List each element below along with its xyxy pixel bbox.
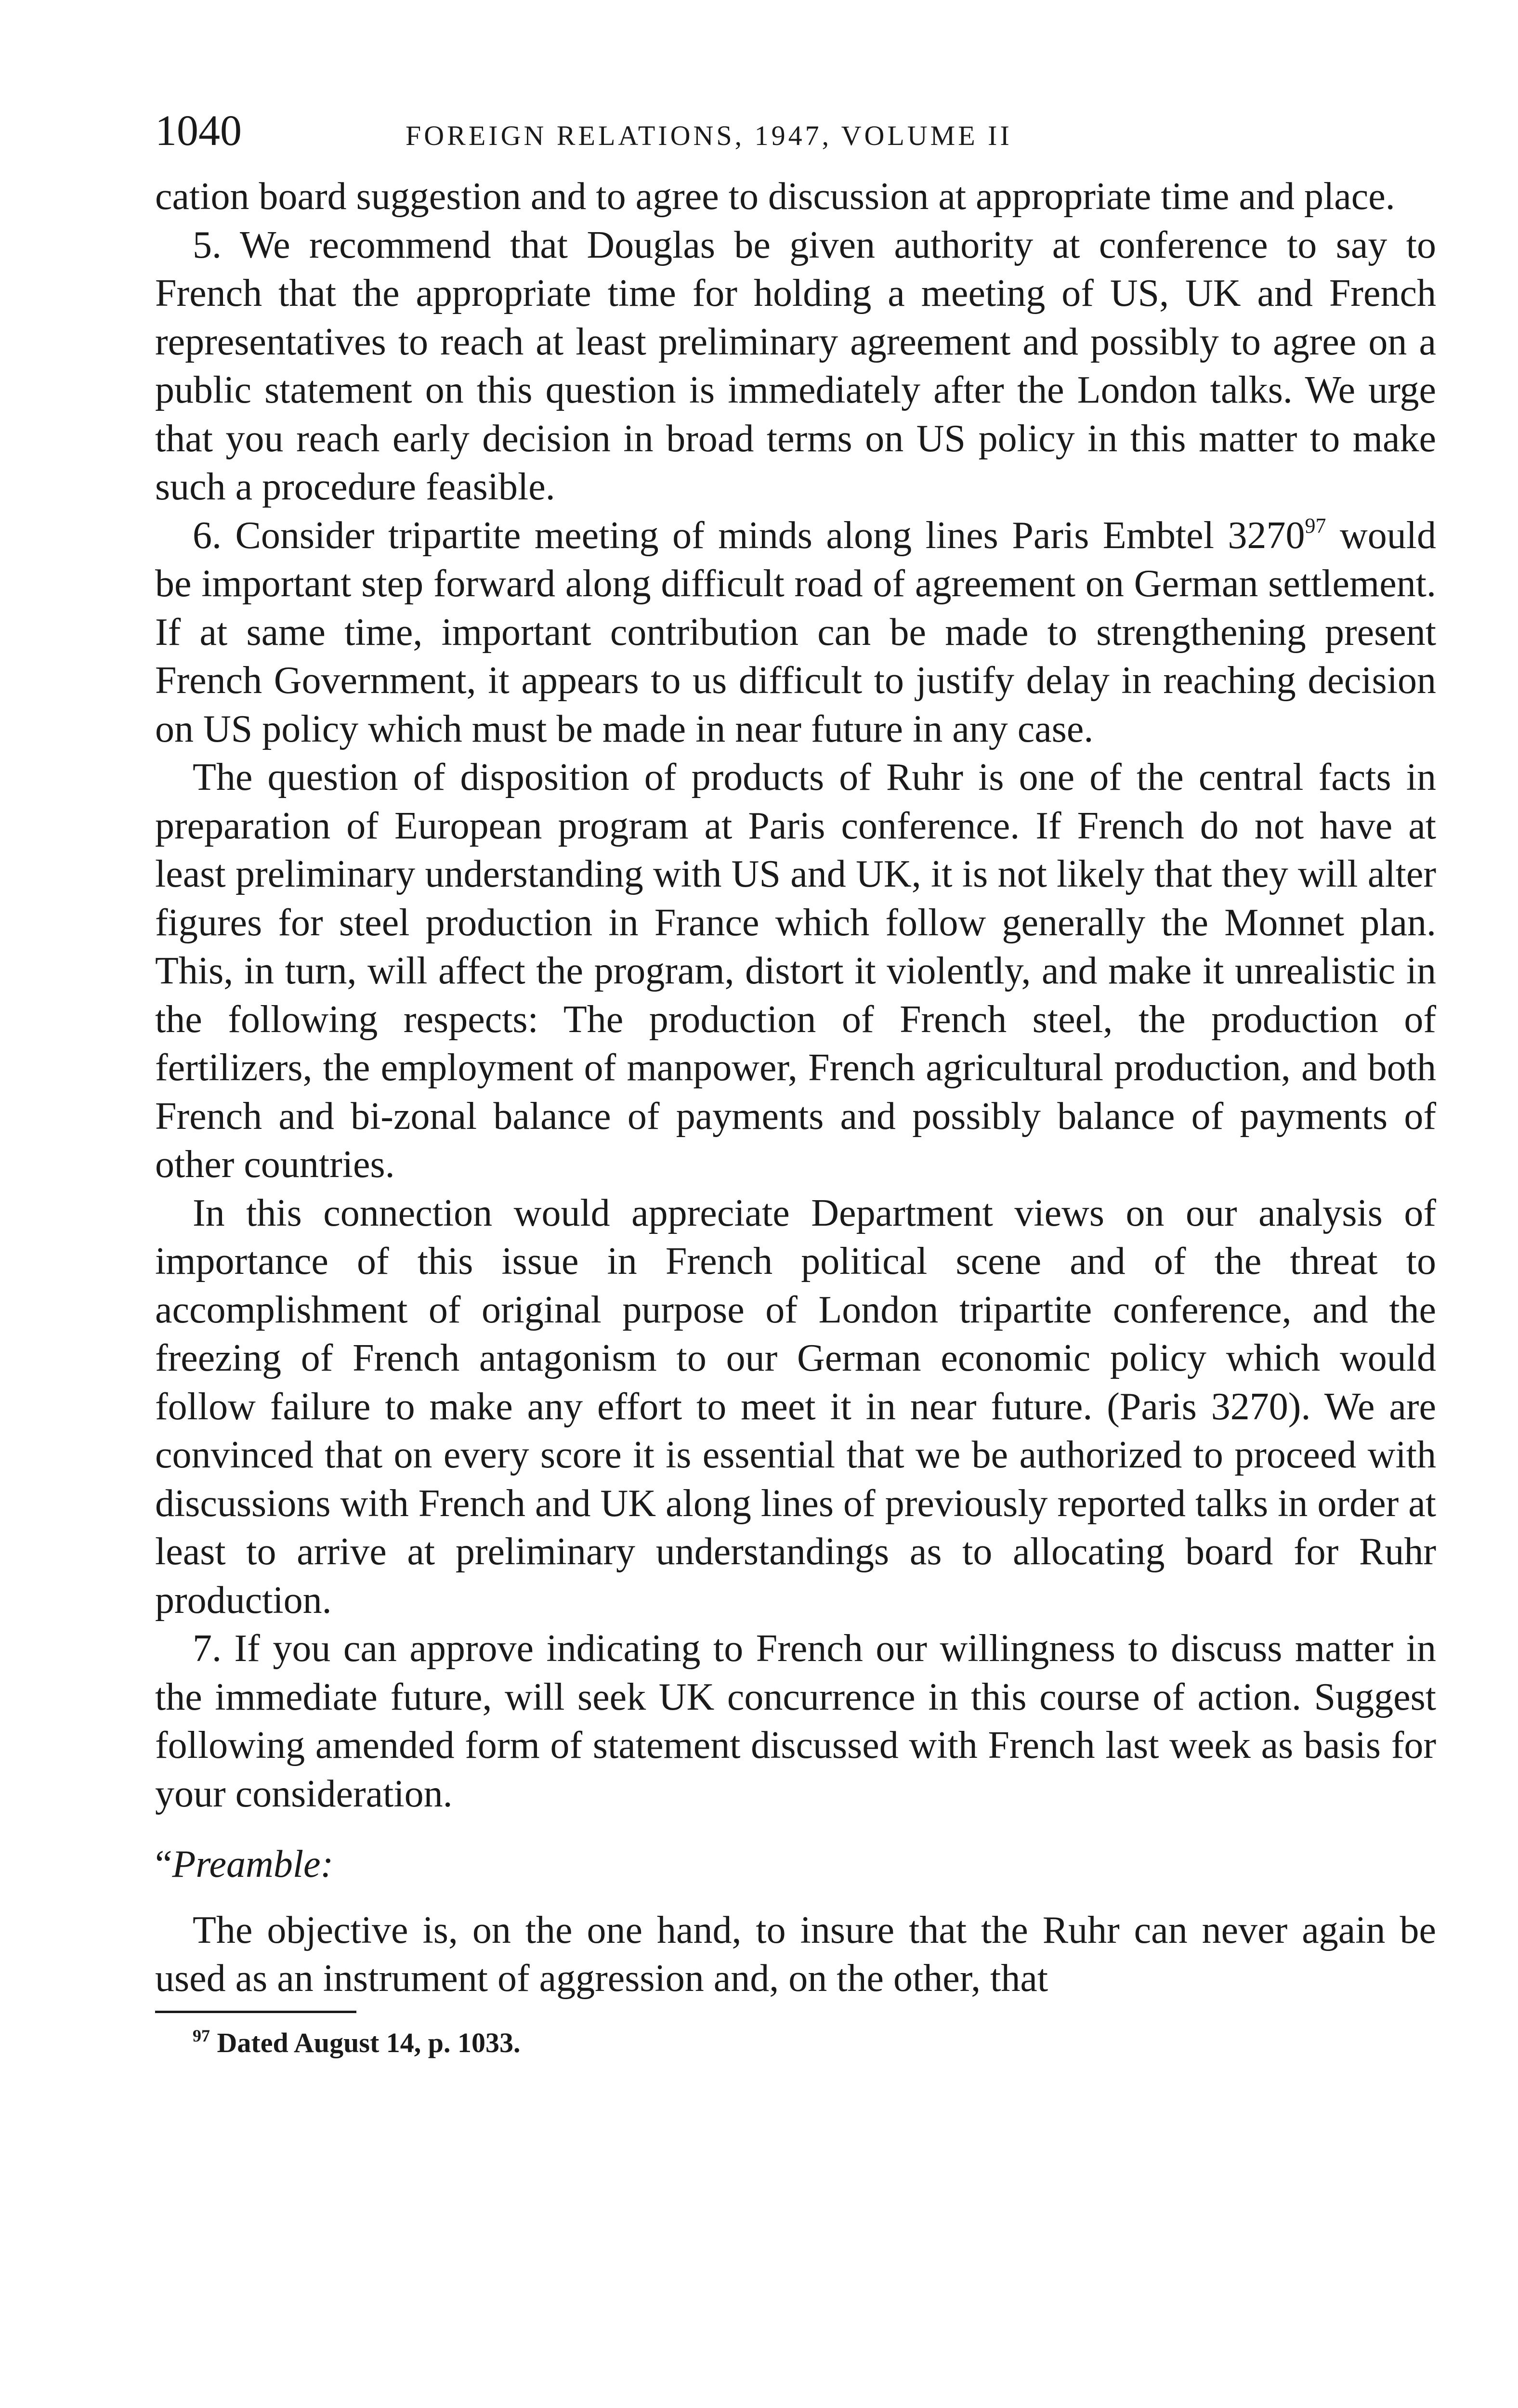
preamble-label: Preamble: — [172, 1843, 334, 1885]
body-text — [155, 172, 1436, 2003]
paragraph-ruhr-products: The question of disposition of products of Ruhr is one of the central facts in preparation of European program at Paris conference. If French do not have at least preliminary understanding with US and UK, it is not likely that they will alter figures for steel production in France which follow generally the Monnet plan. This, in turn, will affect the program, distort it violently, and make it unrealistic in the following respects: The production of French steel, the production of fertilizers, the employment of manpower, French agricultural production, and both French and bi-zonal balance of payments and possibly balance of payments of other countries. — [155, 756, 1436, 1186]
footnote-97 — [155, 2026, 1436, 2060]
document-page — [155, 106, 1436, 2060]
paragraph-continuation: cation board suggestion and to agree to discussion at appropriate time and place. — [155, 175, 1395, 218]
open-quote: “ — [155, 1843, 172, 1885]
paragraph-7: 7. If you can approve indicating to French our willingness to discuss matter in the immediate future, will seek UK concurrence in this course of action. Suggest following amended form of statement discussed with French last week as basis for your consideration. — [155, 1627, 1436, 1815]
preamble-paragraph: The objective is, on the one hand, to insure that the Ruhr can never again be used as an instrument of aggression and, on the other, that — [155, 1909, 1436, 2000]
paragraph-6-text-end: would be important step forward along difficult road of agreement on German settlement. If at same time, important contribution can be made to strengthening present French Government, it appears to us difficult to justify delay in reaching decision on US policy which must be made in near future in any case. — [155, 514, 1437, 750]
footnote-divider — [155, 2011, 356, 2013]
page-header — [155, 106, 1436, 164]
paragraph-5: 5. We recommend that Douglas be given authority at conference to say to French that the appropriate time for holding a meeting of US, UK and French representatives to reach at least preliminary agreement and possibly to agree on a public statement on this question is immediately after the London talks. We urge that you reach early decision in broad terms on US policy in this matter to make such a procedure feasible. — [155, 223, 1436, 508]
paragraph-6 — [155, 511, 1436, 754]
paragraph-connection: In this connection would appreciate Department views on our analysis of importance of this issue in French political scene and of the threat to accomplishment of original purpose of London tripartite conference, and the freezing of French antagonism to our German economic policy which would follow failure to make any effort to meet it in near future. (Paris 3270). We are convinced that on every score it is essential that we be authorized to proceed with discussions with French and UK along lines of previously reported talks in order at least to arrive at preliminary understandings as to allocating board for Ruhr production. — [155, 1191, 1436, 1622]
running-head: FOREIGN RELATIONS, 1947, VOLUME II — [406, 120, 1012, 151]
paragraph-6-text-start: 6. Consider tripartite meeting of minds along lines Paris Embtel 3270 — [193, 514, 1305, 557]
preamble-heading — [155, 1840, 1436, 1889]
footnote-marker: 97 — [193, 2026, 210, 2045]
footnote-reference[interactable]: 97 — [1305, 513, 1326, 537]
page-number: 1040 — [155, 107, 242, 155]
footnote-text: Dated August 14, p. 1033. — [210, 2027, 521, 2058]
